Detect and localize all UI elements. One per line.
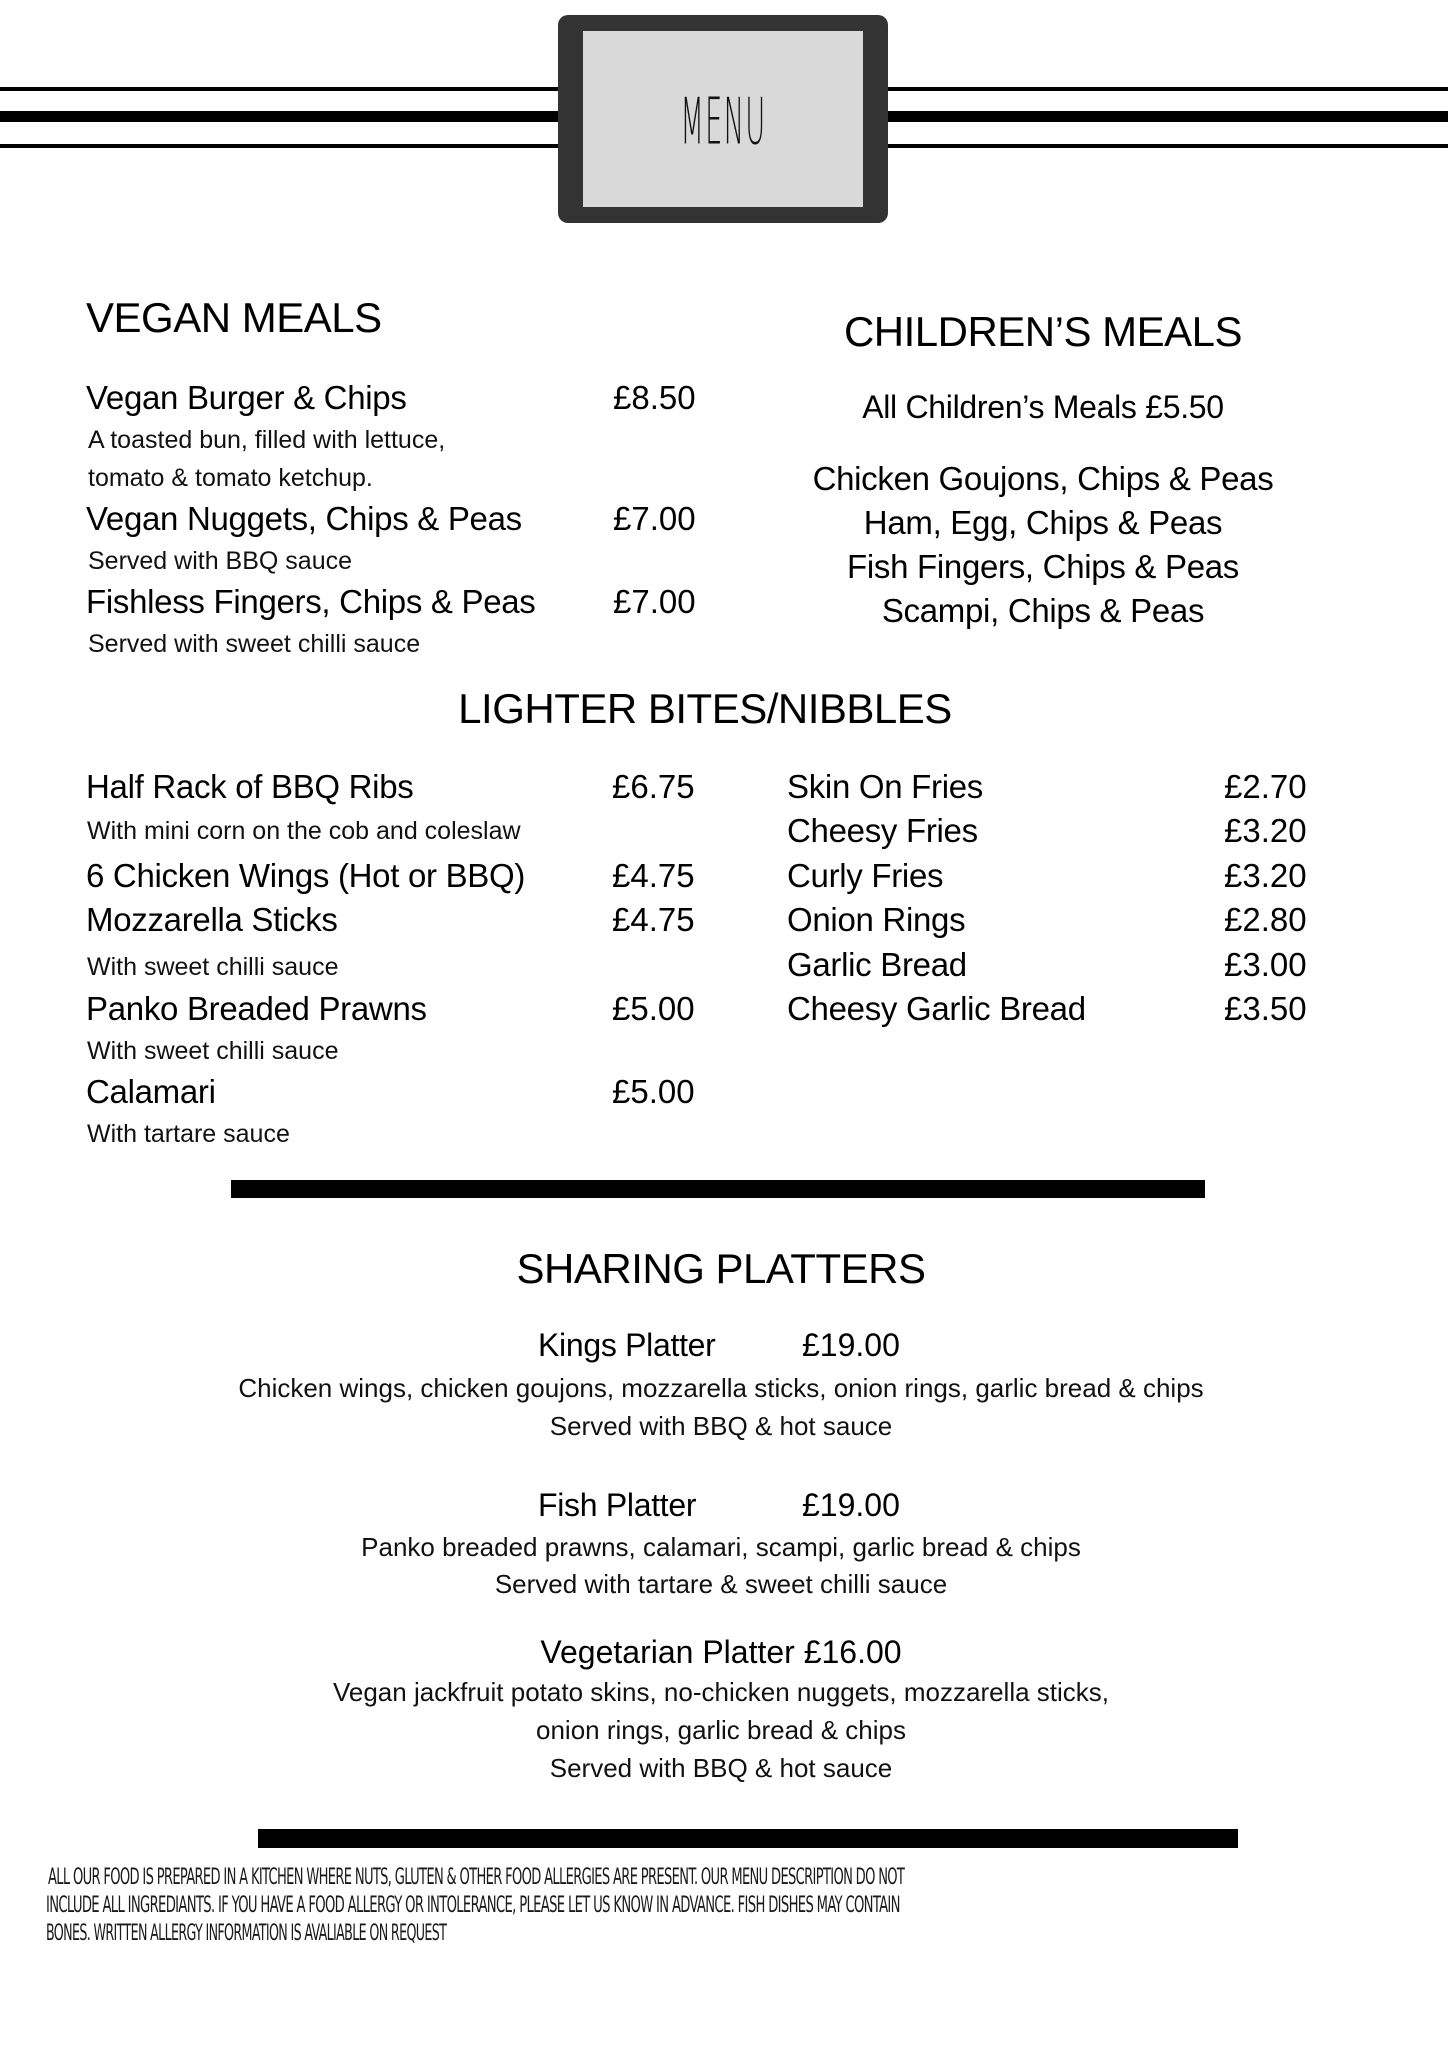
item-description: With mini corn on the cob and coleslaw — [87, 817, 521, 845]
item-price: £5.00 — [612, 990, 695, 1027]
platter-name: Fish Platter — [538, 1487, 697, 1523]
header-line-top-left — [0, 87, 560, 91]
item-description: tomato & tomato ketchup. — [88, 464, 373, 492]
platter-sauce: Served with tartare & sweet chilli sauce — [494, 1569, 948, 1599]
platter-description: onion rings, garlic bread & chips — [536, 1715, 906, 1745]
children-section-title: CHILDREN’S MEALS — [843, 308, 1243, 355]
item-name: Fishless Fingers, Chips & Peas — [86, 583, 536, 620]
item-name: Onion Rings — [787, 901, 966, 938]
item-name: Half Rack of BBQ Ribs — [86, 768, 414, 805]
header-line-bottom-right — [886, 144, 1448, 148]
item-price: £3.00 — [1224, 946, 1307, 983]
platter-heading — [0, 1632, 1445, 1672]
platter-name: Vegetarian Platter — [540, 1634, 795, 1670]
children-item: Scampi, Chips & Peas — [881, 592, 1205, 629]
sharing-section-title: SHARING PLATTERS — [516, 1245, 926, 1292]
allergy-notice — [48, 1864, 1402, 1948]
children-item: Fish Fingers, Chips & Peas — [846, 548, 1240, 585]
header-line-mid-right — [886, 111, 1448, 122]
item-price: £3.50 — [1224, 990, 1307, 1027]
item-name: Curly Fries — [787, 857, 944, 894]
header-line-top-right — [886, 87, 1448, 91]
lighter-bites-title: LIGHTER BITES/NIBBLES — [458, 685, 952, 732]
item-price: £2.70 — [1224, 768, 1307, 805]
vegan-section-title: VEGAN MEALS — [86, 294, 382, 341]
item-price: £3.20 — [1224, 812, 1307, 849]
item-name: Cheesy Garlic Bread — [787, 990, 1086, 1027]
item-name: Mozzarella Sticks — [86, 901, 338, 938]
item-description: With sweet chilli sauce — [87, 1037, 339, 1065]
platter-sauce: Served with BBQ & hot sauce — [549, 1411, 893, 1441]
item-price: £2.80 — [1224, 901, 1307, 938]
platter-price: £16.00 — [803, 1634, 902, 1670]
allergy-notice-line: ALL OUR FOOD IS PREPARED IN A KITCHEN WHERE NUTS, GLUTEN & OTHER FOOD ALLERGIES ARE PRESENT. OUR MENU DESCRIPTION DO NOT — [48, 1865, 905, 1890]
item-description: Served with sweet chilli sauce — [88, 630, 421, 658]
item-name: Cheesy Fries — [787, 812, 978, 849]
item-name: Skin On Fries — [787, 768, 983, 805]
header-line-bottom-left — [0, 144, 560, 148]
item-price: £7.00 — [613, 500, 696, 537]
platter-sauce: Served with BBQ & hot sauce — [549, 1753, 893, 1783]
platter-description: Chicken wings, chicken goujons, mozzarella sticks, onion rings, garlic bread & chips — [238, 1373, 1204, 1403]
item-name: Calamari — [86, 1073, 216, 1110]
allergy-notice-line: BONES. WRITTEN ALLERGY INFORMATION IS AVALIABLE ON REQUEST — [46, 1921, 447, 1946]
item-name: 6 Chicken Wings (Hot or BBQ) — [86, 857, 526, 894]
item-name: Vegan Nuggets, Chips & Peas — [86, 500, 522, 537]
item-description: Served with BBQ sauce — [88, 547, 353, 575]
platter-name: Kings Platter — [538, 1327, 716, 1363]
allergy-notice-line: INCLUDE ALL INGREDIANTS. IF YOU HAVE A FOOD ALLERGY OR INTOLERANCE, PLEASE LET US KNOW IN ADVANCE. FISH DISHES MAY CONTAIN — [46, 1893, 900, 1918]
platter-price: £19.00 — [802, 1327, 900, 1363]
children-price-note: All Children’s Meals £5.50 — [862, 389, 1224, 425]
footer-divider — [258, 1829, 1238, 1848]
menu-title-panel — [583, 31, 863, 207]
children-item: Ham, Egg, Chips & Peas — [863, 504, 1223, 541]
item-price: £5.00 — [612, 1073, 695, 1110]
platter-description: Vegan jackfruit potato skins, no-chicken nuggets, mozzarella sticks, — [332, 1677, 1110, 1707]
platter-price: £19.00 — [802, 1487, 900, 1523]
item-description: A toasted bun, filled with lettuce, — [88, 426, 446, 454]
item-description: With tartare sauce — [87, 1120, 290, 1148]
item-price: £7.00 — [613, 583, 696, 620]
item-price: £6.75 — [612, 768, 695, 805]
item-name: Panko Breaded Prawns — [86, 990, 427, 1027]
header-line-mid-left — [0, 111, 560, 122]
page-title: MENU — [679, 85, 767, 159]
item-price: £3.20 — [1224, 857, 1307, 894]
item-price: £4.75 — [612, 857, 695, 894]
item-price: £8.50 — [613, 379, 696, 416]
children-item: Chicken Goujons, Chips & Peas — [812, 460, 1274, 497]
section-divider — [231, 1180, 1205, 1198]
item-description: With sweet chilli sauce — [87, 953, 339, 981]
platter-description: Panko breaded prawns, calamari, scampi, garlic bread & chips — [361, 1532, 1081, 1562]
item-price: £4.75 — [612, 901, 695, 938]
item-name: Vegan Burger & Chips — [86, 379, 407, 416]
menu-title-frame — [558, 15, 888, 223]
item-name: Garlic Bread — [787, 946, 967, 983]
